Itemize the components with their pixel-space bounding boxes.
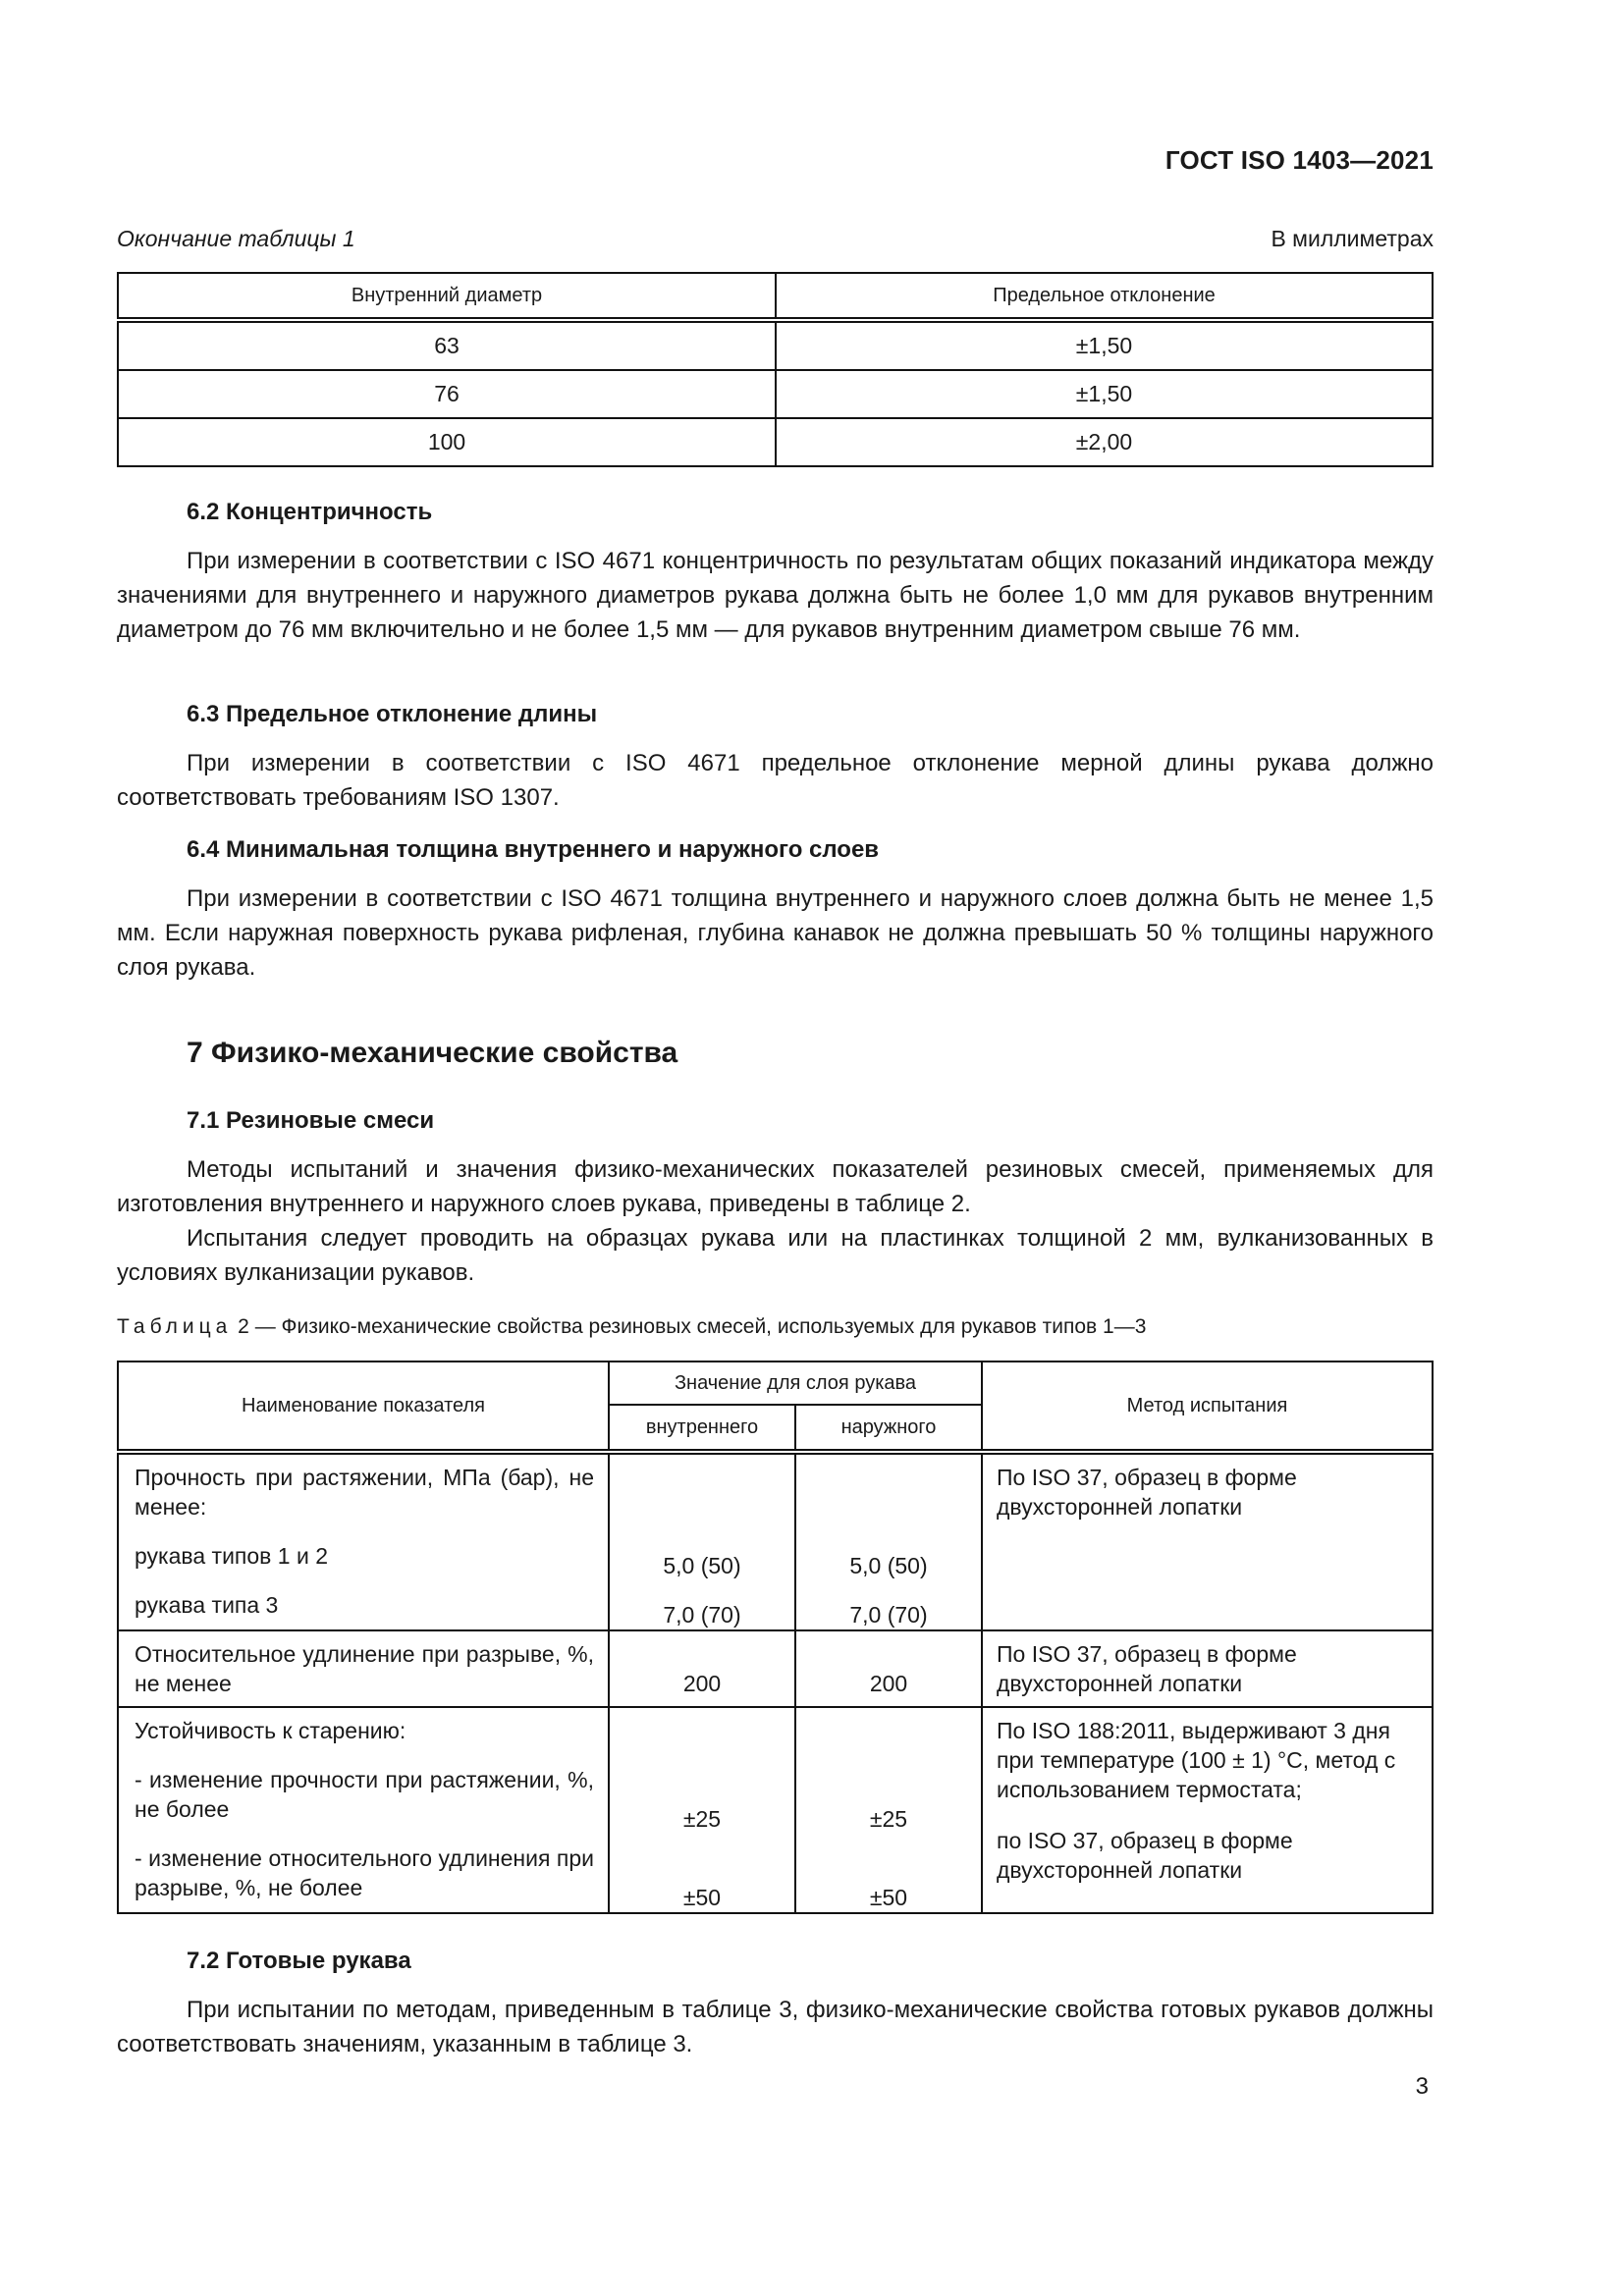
cell-text: Устойчивость к старению: bbox=[135, 1718, 406, 1743]
table2-cell-outer bbox=[795, 1707, 982, 1913]
table1-units: В миллиметрах bbox=[1271, 226, 1434, 251]
table1-cell: ±1,50 bbox=[776, 320, 1433, 370]
paragraph-6-2 bbox=[117, 544, 1434, 647]
table-row bbox=[118, 1452, 1433, 1630]
table2-caption-text: 2 — Физико-механические свойства резиновых смесей, используемых для рукавов типов 1—3 bbox=[232, 1315, 1147, 1338]
table2-header-value-group: Значение для слоя рукава bbox=[609, 1362, 982, 1405]
table1-header-tolerance: Предельное отклонение bbox=[776, 273, 1433, 320]
table1-header-inner-diameter: Внутренний диаметр bbox=[118, 273, 776, 320]
heading-6-4: 6.4 Минимальная толщина внутреннего и наружного слоев bbox=[187, 836, 880, 863]
cell-text: ±25 bbox=[869, 1806, 908, 1832]
paragraph-text: Испытания следует проводить на образцах рукава или на пластинках толщиной 2 мм, вулканизованных в условиях вулканизации рукавов. bbox=[117, 1225, 1434, 1286]
cell-text: 5,0 (50) bbox=[849, 1553, 928, 1578]
table2-header-method: Метод испытания bbox=[982, 1362, 1433, 1452]
table2-cell-outer bbox=[795, 1452, 982, 1630]
paragraph-text: При испытании по методам, приведенным в таблице 3, физико-механические свойства готовых рукавов должны соответствовать значениям, указанным в таблице 3. bbox=[117, 1997, 1434, 2057]
table1 bbox=[117, 272, 1434, 467]
paragraph-text: Методы испытаний и значения физико-механических показателей резиновых смесей, применяемых для изготовления внутреннего и наружного слоев рукава, приведены в таблице 2. bbox=[117, 1156, 1434, 1217]
page-number: 3 bbox=[1415, 2073, 1429, 2100]
cell-text: По ISO 188:2011, выдерживают 3 дня при температуре (100 ± 1) °С, метод с использованием термостата; bbox=[997, 1718, 1396, 1802]
table-row bbox=[118, 1707, 1433, 1913]
heading-7-1: 7.1 Резиновые смеси bbox=[187, 1107, 435, 1134]
cell-text: - изменение относительного удлинения при разрыве, %, не более bbox=[135, 1845, 594, 1900]
table2-header-outer: наружного bbox=[795, 1405, 982, 1452]
table2-cell-method: По ISO 37, образец в форме двухсторонней лопатки bbox=[982, 1452, 1433, 1630]
paragraph-6-4 bbox=[117, 881, 1434, 985]
table2-cell-name: Относительное удлинение при разрыве, %, не менее bbox=[118, 1630, 609, 1707]
paragraph-7-1 bbox=[117, 1152, 1434, 1290]
cell-text: 7,0 (70) bbox=[663, 1602, 741, 1628]
table2-caption bbox=[117, 1315, 1146, 1339]
paragraph-text: При измерении в соответствии с ISO 4671 концентричность по результатам общих показаний индикатора между значениями для внутреннего и наружного диаметров рукава должна быть не более 1,0 мм для рукавов внутренним диаметром до 76 мм включительно и не более 1,5 мм — для рукавов внутренним диаметром свыше 76 мм. bbox=[117, 548, 1434, 643]
cell-text: рукава типов 1 и 2 bbox=[135, 1543, 328, 1569]
document-id: ГОСТ ISO 1403—2021 bbox=[1164, 145, 1434, 175]
table2-cell-name bbox=[118, 1707, 609, 1913]
paragraph-text: При измерении в соответствии с ISO 4671 предельное отклонение мерной длины рукава должно соответствовать требованиям ISO 1307. bbox=[117, 750, 1434, 811]
table-row bbox=[118, 320, 1433, 370]
cell-text: по ISO 37, образец в форме двухсторонней лопатки bbox=[997, 1828, 1293, 1883]
table2-caption-label: Таблица bbox=[117, 1315, 233, 1338]
heading-6-2: 6.2 Концентричность bbox=[187, 499, 433, 525]
paragraph-7-2 bbox=[117, 1993, 1434, 2061]
paragraph-text: При измерении в соответствии с ISO 4671 толщина внутреннего и наружного слоев должна быть не менее 1,5 мм. Если наружная поверхность рукава рифленая, глубина канавок не должна превышать 50 % толщины наружного слоя рукава. bbox=[117, 885, 1434, 981]
table2 bbox=[117, 1361, 1434, 1914]
heading-7: 7 Физико-механические свойства bbox=[187, 1037, 678, 1069]
cell-text: рукава типа 3 bbox=[135, 1592, 279, 1618]
table2-cell-method: По ISO 37, образец в форме двухсторонней лопатки bbox=[982, 1630, 1433, 1707]
table-row bbox=[118, 1630, 1433, 1707]
cell-text: ±50 bbox=[869, 1885, 908, 1910]
table-row bbox=[118, 370, 1433, 418]
cell-text: 5,0 (50) bbox=[663, 1553, 741, 1578]
paragraph-6-3 bbox=[117, 746, 1434, 815]
table1-cell: ±2,00 bbox=[776, 418, 1433, 466]
table2-header-name: Наименование показателя bbox=[118, 1362, 609, 1452]
cell-text: - изменение прочности при растяжении, %, не более bbox=[135, 1767, 594, 1822]
table2-cell-inner: 200 bbox=[609, 1630, 795, 1707]
table1-cell: ±1,50 bbox=[776, 370, 1433, 418]
cell-text: Прочность при растяжении, МПа (бар), не менее: bbox=[135, 1465, 594, 1520]
table-row bbox=[118, 418, 1433, 466]
table2-cell-inner bbox=[609, 1707, 795, 1913]
table2-cell-name bbox=[118, 1452, 609, 1630]
table2-cell-outer: 200 bbox=[795, 1630, 982, 1707]
cell-text: ±50 bbox=[682, 1885, 722, 1910]
heading-7-2: 7.2 Готовые рукава bbox=[187, 1948, 411, 1974]
table1-continuation-caption: Окончание таблицы 1 bbox=[117, 226, 355, 251]
cell-text: 7,0 (70) bbox=[849, 1602, 928, 1628]
table1-cell: 63 bbox=[118, 320, 776, 370]
cell-text: ±25 bbox=[682, 1806, 722, 1832]
table2-header-inner: внутреннего bbox=[609, 1405, 795, 1452]
table2-cell-method bbox=[982, 1707, 1433, 1913]
table1-cell: 100 bbox=[118, 418, 776, 466]
heading-6-3: 6.3 Предельное отклонение длины bbox=[187, 701, 598, 727]
table1-cell: 76 bbox=[118, 370, 776, 418]
table2-cell-inner bbox=[609, 1452, 795, 1630]
